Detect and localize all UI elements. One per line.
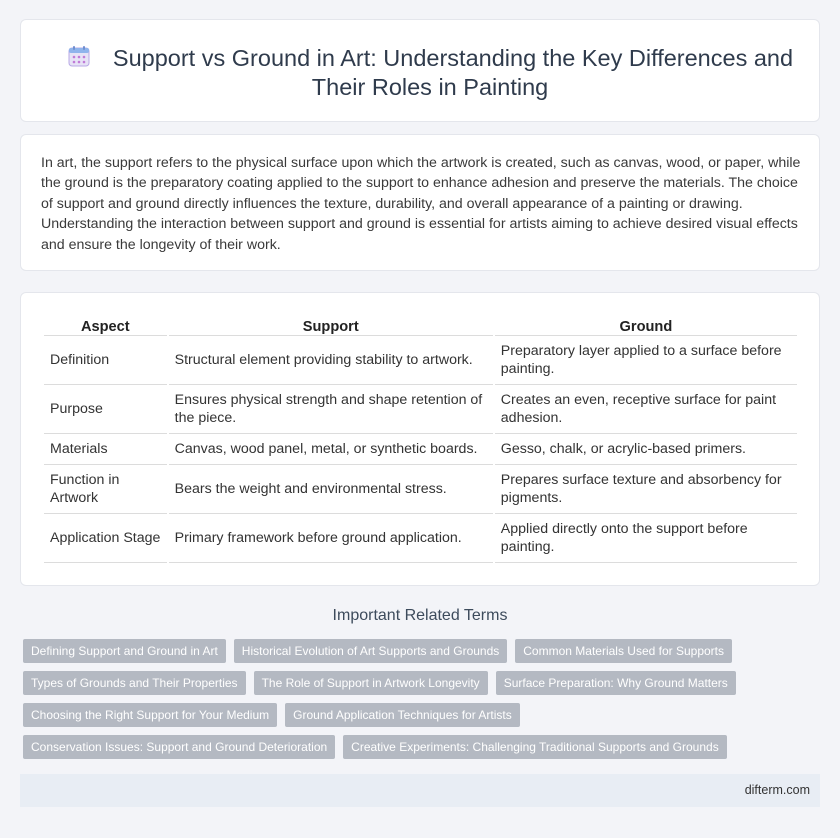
- cell-ground: Gesso, chalk, or acrylic-based primers.: [495, 434, 797, 465]
- cell-aspect: Definition: [44, 336, 167, 385]
- cell-ground: Preparatory layer applied to a surface before painting.: [495, 336, 797, 385]
- calendar-icon: [67, 44, 91, 68]
- cell-ground: Prepares surface texture and absorbency for pigments.: [495, 465, 797, 514]
- footer-bar: [20, 774, 820, 807]
- page-title-wrap: [61, 44, 799, 102]
- related-terms-list: [23, 639, 803, 767]
- related-terms-heading: Important Related Terms: [332, 607, 508, 624]
- related-tag[interactable]: Common Materials Used for Supports: [515, 639, 732, 663]
- table-row: [44, 336, 797, 385]
- table-header-row: [44, 314, 797, 336]
- cell-aspect: Application Stage: [44, 514, 167, 563]
- related-tag[interactable]: Choosing the Right Support for Your Medium: [23, 703, 277, 727]
- related-tag[interactable]: Conservation Issues: Support and Ground Deterioration: [23, 735, 335, 759]
- cell-aspect: Function in Artwork: [44, 465, 167, 514]
- table-row: [44, 465, 797, 514]
- page-title-text: Support vs Ground in Art: Understanding the Key Differences and Their Roles in Painting: [112, 45, 794, 100]
- page-title: [61, 44, 799, 102]
- footer-site-link[interactable]: difterm.com: [744, 783, 810, 797]
- cell-ground: Creates an even, receptive surface for paint adhesion.: [495, 385, 797, 434]
- header-ground: Ground: [495, 314, 797, 336]
- cell-aspect: Materials: [44, 434, 167, 465]
- cell-aspect: Purpose: [44, 385, 167, 434]
- related-tag[interactable]: Surface Preparation: Why Ground Matters: [496, 671, 736, 695]
- header-card: [20, 19, 820, 122]
- header-aspect: Aspect: [44, 314, 167, 336]
- table-row: [44, 514, 797, 563]
- cell-support: Ensures physical strength and shape retention of the piece.: [169, 385, 493, 434]
- comparison-table-card: [20, 292, 820, 586]
- tag-row: [23, 735, 803, 759]
- intro-card: [20, 134, 820, 271]
- cell-support: Primary framework before ground application.: [169, 514, 493, 563]
- related-tag[interactable]: Creative Experiments: Challenging Traditional Supports and Grounds: [343, 735, 727, 759]
- cell-ground: Applied directly onto the support before painting.: [495, 514, 797, 563]
- table-row: [44, 385, 797, 434]
- table-row: [44, 434, 797, 465]
- related-tag[interactable]: Ground Application Techniques for Artists: [285, 703, 520, 727]
- related-tag[interactable]: Historical Evolution of Art Supports and Grounds: [234, 639, 507, 663]
- related-tag[interactable]: Types of Grounds and Their Properties: [23, 671, 246, 695]
- tag-row: [23, 703, 803, 727]
- comparison-table: [42, 314, 799, 563]
- cell-support: Structural element providing stability to artwork.: [169, 336, 493, 385]
- header-support: Support: [169, 314, 493, 336]
- related-tag[interactable]: The Role of Support in Artwork Longevity: [254, 671, 488, 695]
- intro-paragraph: In art, the support refers to the physical surface upon which the artwork is created, such as canvas, wood, or paper, while the ground is the preparatory coating applied to the support to enhance adhesion and preserve the materials. The choice of support and ground directly influences the texture, durability, and overall appearance of a painting or drawing. Understanding the interaction between support and ground is essential for artists aiming to achieve desired visual effects and ensure the longevity of their work.: [41, 155, 801, 253]
- related-tag[interactable]: Defining Support and Ground in Art: [23, 639, 226, 663]
- cell-support: Canvas, wood panel, metal, or synthetic boards.: [169, 434, 493, 465]
- tag-row: [23, 671, 803, 695]
- tag-row: [23, 639, 803, 663]
- cell-support: Bears the weight and environmental stress.: [169, 465, 493, 514]
